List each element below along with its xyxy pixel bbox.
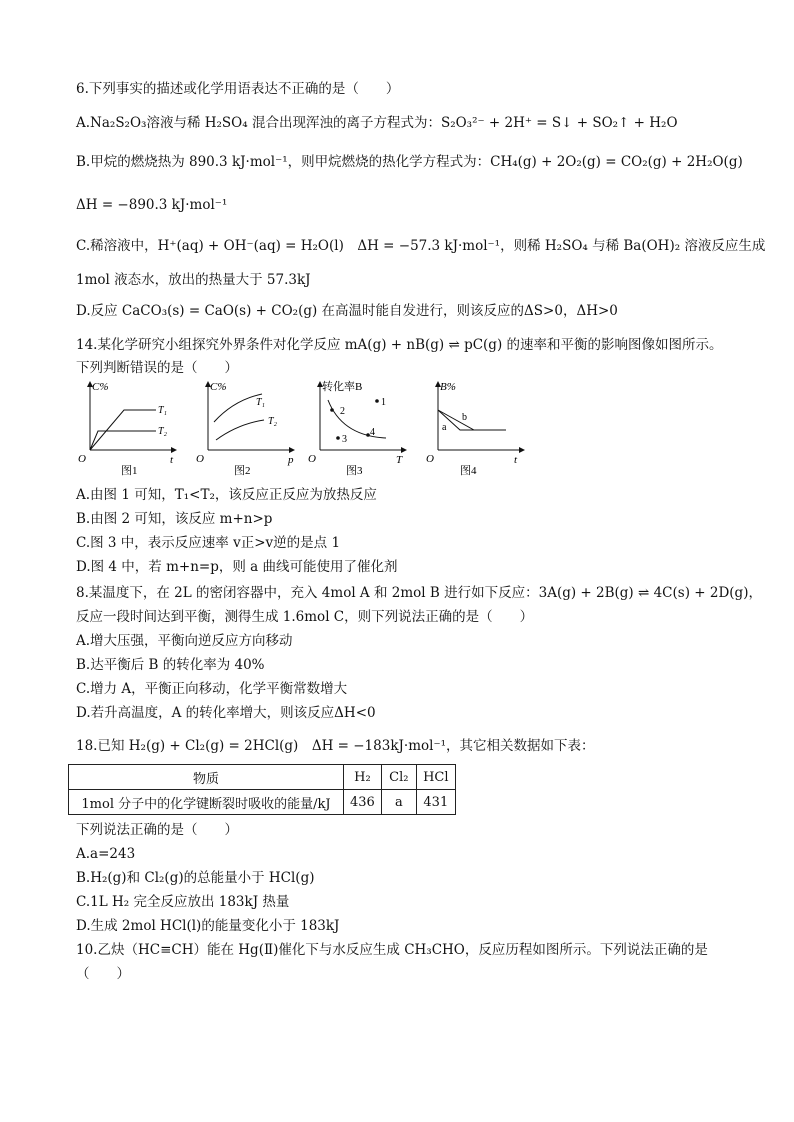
figure-1 [76, 378, 186, 476]
curve-label-t1: T₁ [158, 405, 168, 416]
point-label-2: 2 [340, 406, 345, 417]
q6-option-c-line2: 1mol 液态水，放出的热量大于 57.3kJ [76, 272, 311, 288]
q14-option-b: B.由图 2 可知，该反应 m+n>p [76, 511, 273, 527]
table-cell: a [381, 790, 416, 815]
figure-4 [424, 378, 534, 476]
figure-caption: 图2 [234, 465, 251, 476]
table-header-cell: HCl [416, 765, 455, 790]
origin-label: O [426, 453, 434, 465]
origin-label: O [196, 453, 204, 465]
curve-t2 [90, 431, 156, 450]
point-3 [336, 436, 340, 440]
table-header-cell: 物质 [69, 765, 344, 790]
figure-caption: 图1 [121, 465, 138, 476]
q14-option-a: A.由图 1 可知，T₁<T₂，该反应正反应为放热反应 [76, 487, 377, 503]
q6-option-b-line2: ΔH = −890.3 kJ·mol⁻¹ [76, 197, 228, 213]
y-axis-label: C% [210, 381, 227, 393]
figure-caption: 图3 [346, 465, 363, 476]
q14-stem-line1: 14.某化学研究小组探究外界条件对化学反应 mA(g) + nB(g) ⇌ pC(g) 的速率和平衡的影响图像如图所示。 [76, 337, 723, 353]
figure-3 [306, 378, 416, 476]
curve-label-t2: T₂ [158, 426, 168, 437]
x-axis-label: p [288, 454, 294, 466]
x-axis-label: t [514, 454, 518, 466]
q14-stem-line2: 下列判断错误的是（ ） [76, 360, 238, 376]
q10-stem-line1: 10.乙炔（HC≡CH）能在 Hg(Ⅱ)催化下与水反应生成 CH₃CHO，反应历程如图所示。下列说法正确的是 [76, 942, 708, 958]
q18-option-a: A.a=243 [76, 846, 136, 862]
origin-label: O [308, 453, 316, 465]
table-header-cell: Cl₂ [381, 765, 416, 790]
point-label-3: 3 [342, 434, 347, 445]
curve-label-a: a [442, 422, 447, 433]
q6-option-a: A.Na₂S₂O₃溶液与稀 H₂SO₄ 混合出现浑浊的离子方程式为：S₂O₃²⁻ + 2H⁺ = S↓ + SO₂↑ + H₂O [76, 115, 678, 131]
curve-t1 [90, 410, 156, 450]
y-axis-label: C% [92, 381, 109, 393]
figure-2 [194, 378, 304, 476]
curve-label-t2: T₂ [268, 416, 278, 427]
q10-stem-line2: （ ） [76, 966, 130, 982]
q8-stem-line2: 反应一段时间达到平衡，测得生成 1.6mol C，则下列说法正确的是（ ） [76, 609, 534, 625]
point-1 [375, 399, 379, 403]
point-label-1: 1 [381, 397, 386, 408]
table-cell: 436 [344, 790, 382, 815]
x-axis-label: T [396, 454, 403, 466]
q14-option-d: D.图 4 中，若 m+n=p，则 a 曲线可能使用了催化剂 [76, 559, 398, 575]
q8-option-c: C.增力 A，平衡正向移动，化学平衡常数增大 [76, 681, 348, 697]
table-cell: 1mol 分子中的化学键断裂时吸收的能量/kJ [69, 790, 344, 815]
q18-option-d: D.生成 2mol HCl(l)的能量变化小于 183kJ [76, 918, 340, 934]
q18-option-b: B.H₂(g)和 Cl₂(g)的总能量小于 HCl(g) [76, 870, 315, 886]
q8-option-a: A.增大压强，平衡向逆反应方向移动 [76, 633, 293, 649]
q6-option-c-line1: C.稀溶液中，H⁺(aq) + OH⁻(aq) = H₂O(l) ΔH = −57.3 kJ·mol⁻¹，则稀 H₂SO₄ 与稀 Ba(OH)₂ 溶液反应生成 [76, 238, 766, 254]
origin-label: O [78, 453, 86, 465]
q8-option-d: D.若升高温度，A 的转化率增大，则该反应ΔH<0 [76, 705, 376, 721]
q6-option-b-line1: B.甲烷的燃烧热为 890.3 kJ·mol⁻¹，则甲烷燃烧的热化学方程式为：CH₄(g) + 2O₂(g) = CO₂(g) + 2H₂O(g) [76, 154, 743, 170]
y-axis-label: 转化率B [322, 381, 363, 393]
curve-t1 [214, 394, 262, 422]
q8-option-b: B.达平衡后 B 的转化率为 40% [76, 657, 265, 673]
point-2 [330, 408, 334, 412]
q6-stem: 6.下列事实的描述或化学用语表达不正确的是（ ） [76, 81, 400, 97]
bond-energy-table [68, 764, 456, 815]
curve-label-t1: T₁ [256, 397, 266, 408]
q18-option-c: C.1L H₂ 完全反应放出 183kJ 热量 [76, 894, 290, 910]
q6-option-d: D.反应 CaCO₃(s) = CaO(s) + CO₂(g) 在高温时能自发进行，则该反应的ΔS>0，ΔH>0 [76, 303, 618, 319]
point-label-4: 4 [370, 427, 375, 438]
y-axis-label: B% [440, 381, 456, 393]
q18-stem: 18.已知 H₂(g) + Cl₂(g) = 2HCl(g) ΔH = −183kJ·mol⁻¹，其它相关数据如下表： [76, 738, 595, 754]
curve-b [438, 410, 506, 430]
curve-t2 [216, 420, 264, 440]
table-cell: 431 [416, 790, 455, 815]
table-header-cell: H₂ [344, 765, 382, 790]
table-row [69, 790, 456, 815]
x-axis-label: t [170, 454, 174, 466]
q18-ask: 下列说法正确的是（ ） [76, 822, 238, 838]
q8-stem-line1: 8.某温度下，在 2L 的密闭容器中，充入 4mol A 和 2mol B 进行如下反应：3A(g) + 2B(g) ⇌ 4C(s) + 2D(g)， [76, 585, 762, 601]
table-header-row [69, 765, 456, 790]
figure-caption: 图4 [460, 465, 477, 476]
q14-option-c: C.图 3 中，表示反应速率 v正>v逆的是点 1 [76, 535, 341, 551]
equilibrium-curve [328, 400, 386, 438]
curve-label-b: b [462, 412, 467, 423]
